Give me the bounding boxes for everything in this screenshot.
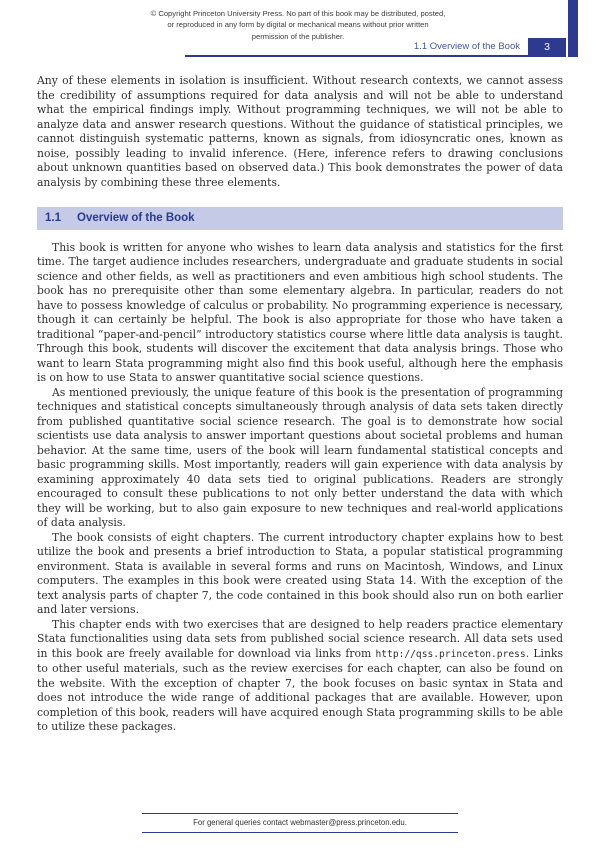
section-number: 1.1 bbox=[45, 212, 61, 224]
page-number: 3 bbox=[544, 41, 550, 53]
section-title: Overview of the Book bbox=[77, 212, 195, 224]
paragraph-intro: Any of these elements in isolation is insufficient. Without research contexts, we cannot assess the credibility of assumptions required for data analysis and will not be able to understand what the empirical findings imply. Without programming techniques, we will not be able to analyze data and answer research questions. Without the guidance of statistical principles, we cannot distinguish systematic patterns, known as signals, from idiosyncratic ones, known as noise, possibly leading to invalid inference. (Here, inference refers to drawing conclusions about unknown quantities based on observed data.) This book demonstrates the power of data analysis by combining these three elements. bbox=[37, 74, 563, 189]
paragraph-audience: This book is written for anyone who wishes to learn data analysis and statistics for the first time. The target audience includes researchers, undergraduate and graduate students in social science and other fields, as well as practitioners and even ambitious high school students. The book has no prerequisite other than some elementary algebra. In particular, readers do not have to possess knowledge of calculus or probability. No programming experience is necessary, though it can certainly be helpful. The book is also appropriate for those who have taken a traditional “paper-and-pencil” introductory statistics course where little data analysis is taught. Through this book, students will discover the excitement that data analysis brings. Those who want to learn Stata programming might also find this book useful, although here the emphasis is on how to use Stata to answer quantitative social science questions. bbox=[37, 240, 563, 384]
corner-decoration-bar bbox=[568, 0, 578, 57]
running-header: 1.1 Overview of the Book bbox=[413, 41, 520, 52]
paragraph-exercises bbox=[37, 618, 563, 735]
section-heading bbox=[37, 207, 563, 230]
header-rule bbox=[185, 55, 566, 57]
paragraph-exercises-text-after: . Links to other useful materials, such as the review exercises for each chapter, can also be found on the website. With the exception of chapter 7, the book focuses on basic syntax in Stata and does not introduce the wide range of additional packages that are available. However, upon completion of this book, readers will have acquired enough Stata programming skills to be able to utilize these packages. bbox=[37, 646, 563, 733]
paragraph-feature: As mentioned previously, the unique feature of this book is the presentation of programming techniques and statistical concepts simultaneously through analysis of data sets taken directly from published quantitative social science research. The goal is to demonstrate how social scientists use data analysis to answer important questions about societal problems and human behavior. At the same time, users of the book will learn fundamental statistical concepts and basic programming skills. Most importantly, readers will gain experience with data analysis by examining approximately 40 data sets tied to original publications. Readers are strongly encouraged to consult these publications to not only better understand the data with which they will be working, but to also gain exposure to new techniques and real-world applications of data analysis. bbox=[37, 385, 563, 529]
paragraph-exercises-text-before: This chapter ends with two exercises that are designed to help readers practice elementary Stata functionalities using data sets from published social science research. All data sets used in this book are freely available for download via links from bbox=[37, 617, 563, 660]
qss-website-link[interactable]: http://qss.princeton.press bbox=[375, 648, 526, 660]
paragraph-chapters: The book consists of eight chapters. The current introductory chapter explains how to best utilize the book and presents a brief introduction to Stata, a popular statistical programming environment. Stata is available in several forms and runs on Macintosh, Windows, and Linux computers. The examples in this book were created using Stata 14. With the exception of the text analysis parts of chapter 7, the code contained in this book should also run on both earlier and later versions. bbox=[37, 530, 563, 616]
footer-contact-text: For general queries contact webmaster@press.princeton.edu. bbox=[193, 818, 407, 827]
footer bbox=[142, 813, 458, 833]
copyright-notice: © Copyright Princeton University Press. No part of this book may be distributed, posted, or reproduced in any form by digital or mechanical means without prior written permission of the publisher. bbox=[150, 9, 446, 41]
page-body bbox=[37, 74, 563, 735]
page-number-badge bbox=[528, 38, 566, 56]
